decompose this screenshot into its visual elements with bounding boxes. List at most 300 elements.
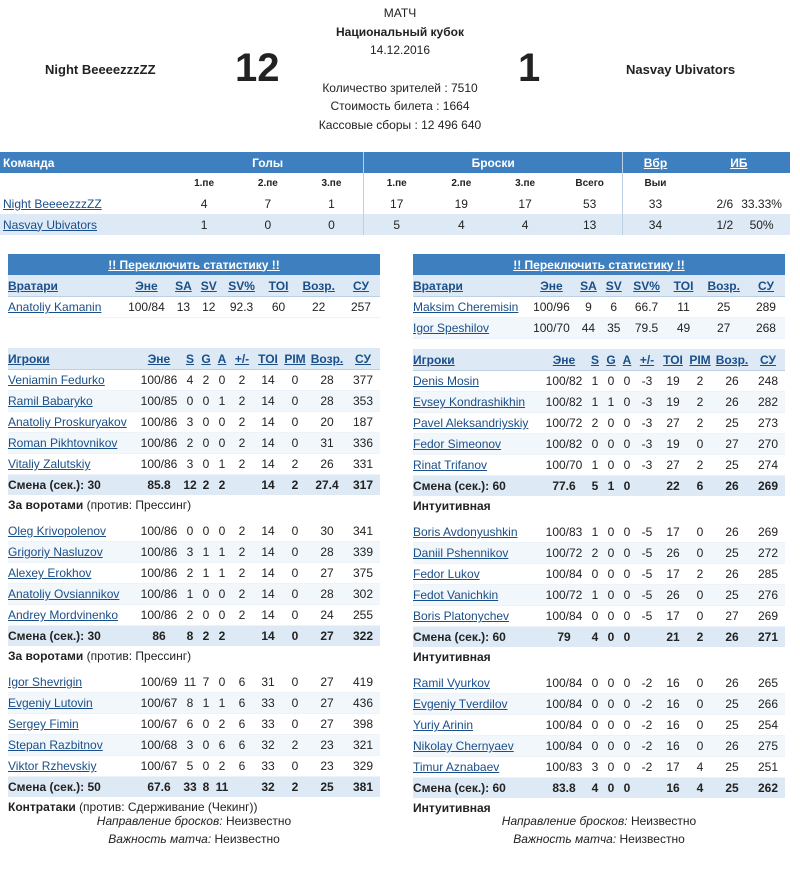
shot-direction-value: Неизвестно — [225, 814, 292, 828]
player-name-link[interactable]: Viktor Rzhevskiy — [8, 759, 97, 773]
player-row — [413, 413, 785, 434]
player-col-header[interactable]: +/- — [230, 348, 254, 370]
player-stat: 100/84 — [541, 694, 587, 715]
player-stat: 1 — [214, 542, 230, 563]
player-row — [8, 605, 380, 626]
line-total-cell: 381 — [346, 777, 380, 798]
player-stat: 6 — [182, 714, 198, 735]
player-stat: 0 — [587, 564, 603, 585]
player-stat: 0 — [182, 391, 198, 412]
player-stat: 1 — [603, 392, 619, 413]
player-col-header[interactable]: PIM — [282, 348, 308, 370]
line-total-cell: 25 — [308, 777, 346, 798]
player-row — [8, 756, 380, 777]
goalie-stat: 25 — [700, 297, 747, 318]
player-col-header[interactable]: +/- — [635, 349, 659, 371]
player-stat: 25 — [713, 413, 751, 434]
player-stat: 0 — [282, 756, 308, 777]
player-stat: 1 — [182, 584, 198, 605]
player-stat: 0 — [603, 564, 619, 585]
away-footer — [413, 812, 785, 848]
player-stat: 269 — [751, 606, 785, 627]
goalie-row — [413, 318, 785, 339]
player-name-link[interactable]: Boris Avdonyushkin — [413, 525, 518, 539]
line-total-cell: 2 — [214, 626, 230, 647]
player-stat: 377 — [346, 370, 380, 391]
goalie-col-header[interactable]: Вратари — [413, 275, 527, 297]
line-total-cell: 269 — [751, 476, 785, 497]
player-stat: 1 — [214, 391, 230, 412]
goalie-name-link[interactable]: Anatoliy Kamanin — [8, 300, 102, 314]
player-col-header[interactable]: TOI — [659, 349, 687, 371]
player-row — [413, 543, 785, 564]
player-stat: 27 — [713, 434, 751, 455]
ib-count: 2/6 — [688, 193, 734, 214]
player-stat: -5 — [635, 543, 659, 564]
player-row — [8, 454, 380, 475]
player-stat: 0 — [198, 735, 214, 756]
player-stat: -5 — [635, 585, 659, 606]
line-total-row — [413, 778, 785, 799]
goalie-name-link[interactable]: Igor Speshilov — [413, 321, 490, 335]
player-stat: 14 — [254, 433, 282, 454]
player-stat: 2 — [587, 413, 603, 434]
player-stat: 7 — [198, 672, 214, 693]
player-stat: 3 — [182, 542, 198, 563]
player-stat: 0 — [603, 455, 619, 476]
summary-team-link[interactable]: Nasvay Ubivators — [3, 217, 98, 232]
faceoffs: 33 — [623, 193, 688, 214]
player-stat: 14 — [254, 521, 282, 542]
toggle-stats-link[interactable]: !! Переключить статистику !! — [513, 257, 685, 272]
line-total-cell: 262 — [751, 778, 785, 799]
goalie-col-header[interactable]: Эне — [122, 275, 171, 297]
player-col-header[interactable]: S — [182, 348, 198, 370]
player-stat: 2 — [282, 735, 308, 756]
goalie-stat: 268 — [747, 318, 785, 339]
player-stat: 0 — [198, 454, 214, 475]
player-name-link[interactable]: Veniamin Fedurko — [8, 373, 105, 387]
player-row — [413, 434, 785, 455]
player-row — [8, 412, 380, 433]
tactic-name: Интуитивная — [413, 650, 491, 664]
player-stat: 26 — [713, 736, 751, 757]
player-stat: 6 — [214, 735, 230, 756]
goalie-col-header[interactable]: СУ — [342, 275, 380, 297]
player-stat: 0 — [619, 564, 635, 585]
player-stat: 100/86 — [136, 605, 182, 626]
player-stat: 20 — [308, 412, 346, 433]
player-name-link[interactable]: Grigoriy Nasluzov — [8, 545, 103, 559]
player-name-link[interactable]: Oleg Krivopolenov — [8, 524, 107, 538]
player-stat: 100/72 — [541, 413, 587, 434]
player-col-header[interactable]: Возр. — [713, 349, 751, 371]
player-stat: 14 — [254, 542, 282, 563]
line-tactic-row — [413, 496, 785, 516]
period-1-goals: 1.пе — [194, 177, 215, 189]
player-row — [413, 736, 785, 757]
player-stat: 0 — [587, 694, 603, 715]
player-stat: 0 — [603, 694, 619, 715]
player-stat: 1 — [214, 454, 230, 475]
player-name-link[interactable]: Stepan Razbitnov — [8, 738, 103, 752]
player-stat: 0 — [282, 542, 308, 563]
home-stats-panel — [8, 254, 380, 817]
player-stat: 2 — [214, 756, 230, 777]
player-stat: 0 — [198, 584, 214, 605]
player-stat: 0 — [619, 673, 635, 694]
player-name-link[interactable]: Ramil Vyurkov — [413, 676, 490, 690]
player-stat: 0 — [282, 391, 308, 412]
summary-team-link[interactable]: Night BeeeezzzZZ — [3, 196, 102, 211]
away-stats-panel — [413, 254, 785, 818]
player-stat: 2 — [587, 543, 603, 564]
player-col-header[interactable]: Эне — [136, 348, 182, 370]
player-name-link[interactable]: Fedor Simeonov — [413, 437, 502, 451]
goals-p3: 0 — [300, 214, 364, 235]
player-stat: 26 — [713, 522, 751, 543]
player-stat: 0 — [587, 434, 603, 455]
player-stat: 16 — [659, 715, 687, 736]
player-stat: 251 — [751, 757, 785, 778]
line-total-cell: Смена (сек.): 60 — [413, 778, 541, 799]
player-stat: 339 — [346, 542, 380, 563]
player-stat: 25 — [713, 543, 751, 564]
player-stat: 28 — [308, 391, 346, 412]
player-stat: 2 — [230, 605, 254, 626]
player-stat: -2 — [635, 736, 659, 757]
player-stat: 0 — [282, 714, 308, 735]
goalie-stat: 100/70 — [527, 318, 576, 339]
period-3-shots: 3.пе — [515, 177, 536, 189]
player-col-header[interactable]: Эне — [541, 349, 587, 371]
player-name-link[interactable]: Vitaliy Zalutskiy — [8, 457, 91, 471]
player-row — [8, 521, 380, 542]
player-stat: 0 — [619, 434, 635, 455]
player-stat: 2 — [230, 391, 254, 412]
player-stat: 0 — [198, 433, 214, 454]
line-total-cell — [230, 475, 254, 496]
match-importance-value: Неизвестно — [214, 832, 280, 846]
goalie-stat: 9 — [576, 297, 601, 318]
player-name-link[interactable]: Igor Shevrigin — [8, 675, 83, 689]
player-stat: 17 — [659, 564, 687, 585]
player-name-link[interactable]: Boris Platonychev — [413, 609, 510, 623]
player-stat: 1 — [198, 693, 214, 714]
player-name-link[interactable]: Roman Pikhtovnikov — [8, 436, 118, 450]
line-total-cell: 26 — [713, 476, 751, 497]
faceoffs-header-link[interactable]: Вбр — [643, 155, 668, 170]
player-stat: 16 — [659, 673, 687, 694]
player-row — [413, 606, 785, 627]
goalie-col-header[interactable]: SV — [196, 275, 221, 297]
goalie-stat: 100/84 — [122, 297, 171, 318]
player-stat: 28 — [308, 542, 346, 563]
goalie-name-link[interactable]: Maksim Cheremisin — [413, 300, 519, 314]
player-stat: 0 — [619, 715, 635, 736]
player-stat: 27 — [308, 714, 346, 735]
player-stat: 0 — [214, 672, 230, 693]
player-col-header[interactable]: СУ — [751, 349, 785, 371]
player-stat: 0 — [603, 413, 619, 434]
line-total-cell — [635, 778, 659, 799]
player-stat: 265 — [751, 673, 785, 694]
goalie-stat: 60 — [262, 297, 296, 318]
player-name-link[interactable]: Timur Aznabaev — [413, 760, 500, 774]
goalie-col-header[interactable]: Возр. — [295, 275, 342, 297]
player-stat: 2 — [687, 371, 713, 392]
player-col-header[interactable]: СУ — [346, 348, 380, 370]
player-stat: 33 — [254, 756, 282, 777]
player-name-link[interactable]: Pavel Aleksandriyskiy — [413, 416, 529, 430]
player-stat: 270 — [751, 434, 785, 455]
home-team-name: Night BeeeezzzZZ — [45, 62, 156, 77]
player-stat: 2 — [230, 584, 254, 605]
player-stat: 0 — [198, 391, 214, 412]
goalie-stat: 92.3 — [221, 297, 261, 318]
goals-p1: 4 — [172, 193, 236, 214]
player-stat: 26 — [713, 371, 751, 392]
player-row — [413, 757, 785, 778]
line-total-cell: 0 — [282, 626, 308, 647]
players-table — [413, 349, 785, 818]
player-stat: 19 — [659, 392, 687, 413]
player-stat: 1 — [587, 585, 603, 606]
player-col-header[interactable]: PIM — [687, 349, 713, 371]
line-tactic-row — [413, 647, 785, 667]
player-name-link[interactable]: Fedot Vanichkin — [413, 588, 499, 602]
line-total-cell: 2 — [282, 475, 308, 496]
line-total-row — [8, 626, 380, 647]
line-total-cell: 8 — [198, 777, 214, 798]
player-col-header[interactable]: TOI — [254, 348, 282, 370]
line-total-cell: 1 — [603, 476, 619, 497]
player-row — [8, 370, 380, 391]
player-stat: 27 — [713, 606, 751, 627]
player-name-link[interactable]: Yuriy Arinin — [413, 718, 474, 732]
line-total-cell: 33 — [182, 777, 198, 798]
player-stat: 0 — [619, 757, 635, 778]
shots-total-header: Всего — [575, 177, 604, 189]
player-stat: 100/82 — [541, 392, 587, 413]
shots-total: 13 — [557, 214, 623, 235]
player-name-link[interactable]: Evsey Kondrashikhin — [413, 395, 526, 409]
player-stat: 329 — [346, 756, 380, 777]
ib-header-link[interactable]: ИБ — [730, 155, 748, 170]
player-stat: 0 — [619, 392, 635, 413]
player-stat: 2 — [182, 563, 198, 584]
goalie-col-header[interactable]: TOI — [262, 275, 296, 297]
line-total-row — [413, 476, 785, 497]
period-2-goals: 2.пе — [257, 177, 278, 189]
player-stat: 2 — [230, 433, 254, 454]
player-stat: 0 — [214, 584, 230, 605]
player-stat: 2 — [687, 413, 713, 434]
player-stat: 100/72 — [541, 543, 587, 564]
shots-p3: 4 — [493, 214, 557, 235]
goalies-table — [8, 254, 380, 318]
player-name-link[interactable]: Daniil Pshennikov — [413, 546, 509, 560]
player-stat: 2 — [230, 542, 254, 563]
player-stat: 26 — [659, 543, 687, 564]
player-stat: 0 — [587, 673, 603, 694]
player-stat: 0 — [603, 715, 619, 736]
line-total-cell: Смена (сек.): 30 — [8, 626, 136, 647]
player-name-link[interactable]: Nikolay Chernyaev — [413, 739, 514, 753]
player-stat: 5 — [182, 756, 198, 777]
player-stat: 100/68 — [136, 735, 182, 756]
away-score: 1 — [518, 46, 541, 90]
player-name-link[interactable]: Rinat Trifanov — [413, 458, 488, 472]
player-col-header[interactable]: A — [214, 348, 230, 370]
player-stat: 16 — [659, 694, 687, 715]
player-name-link[interactable]: Evgeniy Tverdilov — [413, 697, 508, 711]
player-stat: 100/86 — [136, 584, 182, 605]
player-stat: 0 — [687, 585, 713, 606]
player-stat: 24 — [308, 605, 346, 626]
player-stat: 0 — [282, 693, 308, 714]
player-stat: 25 — [713, 757, 751, 778]
player-stat: 100/86 — [136, 433, 182, 454]
line-total-cell: 27.4 — [308, 475, 346, 496]
player-stat: 0 — [182, 521, 198, 542]
tactic-name: Интуитивная — [413, 801, 491, 815]
player-stat: 0 — [619, 413, 635, 434]
player-stat: 33 — [254, 714, 282, 735]
player-stat: 0 — [687, 434, 713, 455]
line-total-cell: 83.8 — [541, 778, 587, 799]
player-name-link[interactable]: Sergey Fimin — [8, 717, 79, 731]
player-col-header[interactable]: Возр. — [308, 348, 346, 370]
player-stat: 17 — [659, 757, 687, 778]
line-total-cell: 2 — [282, 777, 308, 798]
shot-direction-value: Неизвестно — [630, 814, 697, 828]
player-stat: 33 — [254, 693, 282, 714]
summary-row — [0, 193, 790, 214]
player-stat: 0 — [687, 736, 713, 757]
player-stat: 0 — [282, 370, 308, 391]
goalie-col-header[interactable]: Эне — [527, 275, 576, 297]
player-stat: 255 — [346, 605, 380, 626]
player-name-link[interactable]: Alexey Erokhov — [8, 566, 92, 580]
player-stat: 274 — [751, 455, 785, 476]
player-col-header[interactable]: G — [198, 348, 214, 370]
player-name-link[interactable]: Fedor Lukov — [413, 567, 480, 581]
player-name-link[interactable]: Anatoliy Ovsiannikov — [8, 587, 120, 601]
player-stat: 0 — [198, 521, 214, 542]
player-name-link[interactable]: Evgeniy Lutovin — [8, 696, 93, 710]
toggle-stats-link[interactable]: !! Переключить статистику !! — [108, 257, 280, 272]
ib-count: 1/2 — [688, 214, 734, 235]
line-tactic-row — [8, 495, 380, 515]
player-stat: 0 — [619, 522, 635, 543]
player-stat: 0 — [587, 736, 603, 757]
player-stat: -3 — [635, 413, 659, 434]
player-stat: 100/70 — [541, 455, 587, 476]
line-total-cell: 2 — [198, 626, 214, 647]
player-stat: 4 — [687, 757, 713, 778]
player-stat: 100/86 — [136, 454, 182, 475]
player-col-header[interactable]: A — [619, 349, 635, 371]
line-total-cell: 16 — [659, 778, 687, 799]
goalie-col-header[interactable]: SV — [601, 275, 626, 297]
player-col-header[interactable]: Игроки — [8, 348, 136, 370]
player-stat: 321 — [346, 735, 380, 756]
line-total-cell — [230, 626, 254, 647]
goalie-col-header[interactable]: SV% — [221, 275, 261, 297]
player-stat: 100/67 — [136, 693, 182, 714]
goalie-col-header[interactable]: Вратари — [8, 275, 122, 297]
player-name-link[interactable]: Ramil Babaryko — [8, 394, 93, 408]
player-stat: 11 — [182, 672, 198, 693]
player-row — [8, 672, 380, 693]
summary-row — [0, 214, 790, 235]
player-stat: 275 — [751, 736, 785, 757]
shots-p2: 19 — [429, 193, 493, 214]
player-col-header[interactable]: S — [587, 349, 603, 371]
player-stat: 100/86 — [136, 412, 182, 433]
player-stat: 187 — [346, 412, 380, 433]
player-stat: 6 — [230, 756, 254, 777]
player-stat: -5 — [635, 606, 659, 627]
goalie-col-header[interactable]: SA — [171, 275, 196, 297]
player-stat: 336 — [346, 433, 380, 454]
player-stat: 285 — [751, 564, 785, 585]
players-table — [8, 348, 380, 817]
line-total-cell: 22 — [659, 476, 687, 497]
player-stat: 27 — [308, 672, 346, 693]
goalie-stat: 100/96 — [527, 297, 576, 318]
goalie-stat: 35 — [601, 318, 626, 339]
line-total-cell: 317 — [346, 475, 380, 496]
player-name-link[interactable]: Andrey Mordvinenko — [8, 608, 119, 622]
player-stat: 2 — [687, 455, 713, 476]
player-name-link[interactable]: Denis Mosin — [413, 374, 480, 388]
goalie-col-header[interactable]: TOI — [667, 275, 701, 297]
goalie-col-header[interactable]: SA — [576, 275, 601, 297]
player-stat: 0 — [603, 673, 619, 694]
player-stat: 3 — [587, 757, 603, 778]
player-stat: 0 — [214, 370, 230, 391]
player-stat: 0 — [198, 605, 214, 626]
goalie-col-header[interactable]: СУ — [747, 275, 785, 297]
player-stat: 32 — [254, 735, 282, 756]
line-total-cell: 67.6 — [136, 777, 182, 798]
player-stat: 1 — [198, 542, 214, 563]
player-stat: 26 — [713, 564, 751, 585]
line-total-cell: Смена (сек.): 30 — [8, 475, 136, 496]
player-col-header[interactable]: Игроки — [413, 349, 541, 371]
goalie-col-header[interactable]: Возр. — [700, 275, 747, 297]
player-stat: 27 — [659, 413, 687, 434]
player-stat: 0 — [282, 563, 308, 584]
player-stat: 100/82 — [541, 371, 587, 392]
player-col-header[interactable]: G — [603, 349, 619, 371]
player-stat: 31 — [308, 433, 346, 454]
player-stat: -3 — [635, 434, 659, 455]
player-stat: 100/83 — [541, 757, 587, 778]
player-stat: 0 — [619, 694, 635, 715]
line-total-cell: 0 — [603, 627, 619, 648]
line-total-cell: Смена (сек.): 60 — [413, 476, 541, 497]
tactic-name: Контратаки — [8, 800, 76, 814]
player-name-link[interactable]: Anatoliy Proskuryakov — [8, 415, 127, 429]
player-stat: 25 — [713, 585, 751, 606]
player-stat: 248 — [751, 371, 785, 392]
revenue: Кассовые сборы : 12 496 640 — [318, 118, 482, 132]
goalie-col-header[interactable]: SV% — [626, 275, 666, 297]
goalie-stat: 289 — [747, 297, 785, 318]
